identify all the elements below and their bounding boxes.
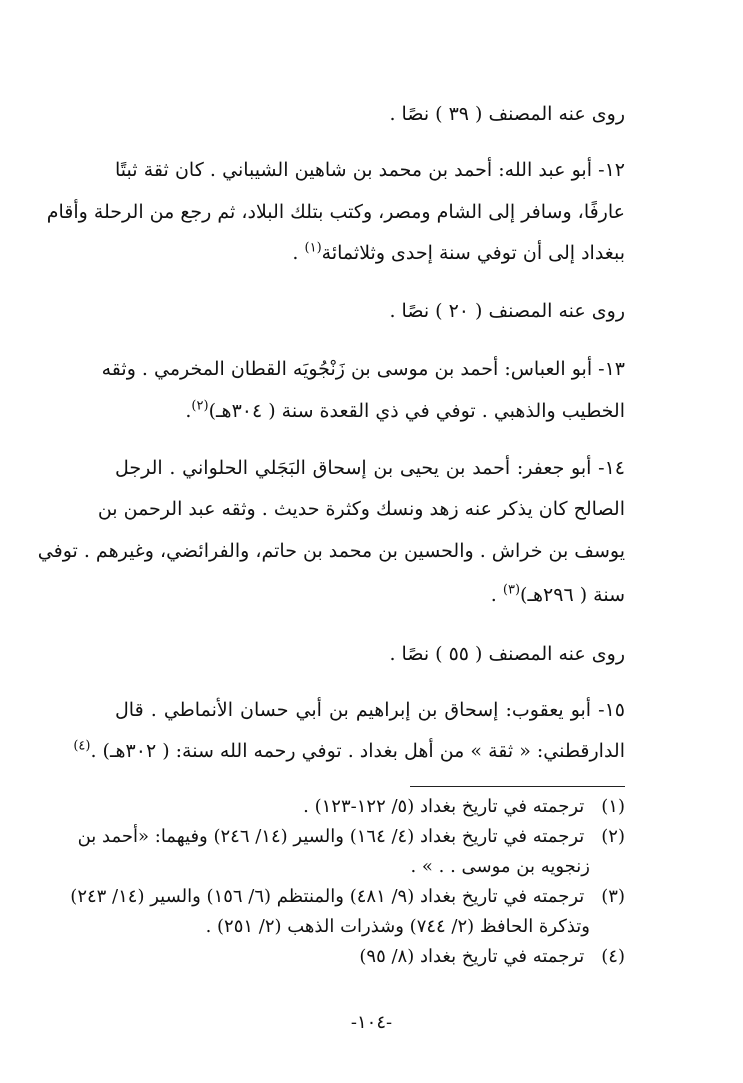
footnote-text: ترجمته في تاريخ بغداد (٤/ ١٦٤) والسير (١٤/ ٢٤٦) وفيهما: «أحمد بن — [77, 826, 585, 847]
footnote-ref-2: (٢) — [191, 398, 209, 414]
entry-14-text: سنة ( ٢٩٦هـ) — [520, 584, 625, 606]
narration-count-line: روى عنه المصنف ( ٥٥ ) نصًا . — [389, 643, 625, 665]
footnote-text: ترجمته في تاريخ بغداد (٥/ ١٢٢-١٢٣) . — [303, 796, 585, 817]
entry-14-end: . — [490, 584, 503, 606]
footnote-3-continued: وتذكرة الحافظ (٢/ ٧٤٤) وشذرات الذهب (٢/ ٢٥١) . — [205, 916, 590, 937]
entry-12-end: . — [292, 242, 305, 264]
footnote-ref-1: (١) — [304, 240, 322, 256]
footnote-text: ترجمته في تاريخ بغداد (٨/ ٩٥) — [359, 946, 585, 967]
narration-count-line: روى عنه المصنف ( ٢٠ ) نصًا . — [389, 300, 625, 322]
footnote-number: (٣) — [601, 886, 625, 907]
entry-13-text: الخطيب والذهبي . توفي في ذي القعدة سنة ( ٣٠٤هـ) — [208, 400, 625, 422]
entry-12-line-2: عارفًا، وسافر إلى الشام ومصر، وكتب بتلك البلاد، ثم رجع من الرحلة وأقام — [46, 201, 625, 223]
footnote-separator — [410, 786, 625, 787]
footnote-number: (٢) — [601, 826, 625, 847]
entry-15-line-2 — [73, 738, 625, 764]
entry-14-line-3: يوسف بن خراش . والحسين بن محمد بن حاتم، والفرائضي، وغيرهم . توفي — [37, 540, 625, 562]
narration-count-line: روى عنه المصنف ( ٣٩ ) نصًا . — [389, 103, 625, 125]
footnote-1 — [115, 793, 625, 821]
footnote-number: (٤) — [601, 946, 625, 967]
page-number: -١٠٤- — [350, 1012, 393, 1033]
entry-15-text: الدارقطني: « ثقة » من أهل بغداد . توفي رحمه الله سنة: ( ٣٠٢هـ) . — [90, 740, 625, 762]
entry-13-line-1: ١٣- أبو العباس: أحمد بن موسى بن زَنْجُويَه القطان المخرمي . وثقه — [101, 358, 625, 380]
footnote-ref-4: (٤) — [73, 738, 91, 754]
entry-14-line-2: الصالح كان يذكر عنه زهد ونسك وكثرة حديث . وثقه عبد الرحمن بن — [97, 498, 625, 520]
footnote-4 — [115, 943, 625, 971]
entry-13-end: . — [185, 400, 192, 422]
footnote-2 — [77, 823, 625, 851]
footnote-2-continued: زنجويه بن موسى . . » . — [410, 856, 590, 877]
entry-12-text: ببغداد إلى أن توفي سنة إحدى وثلاثمائة — [321, 242, 625, 264]
entry-13-line-2 — [115, 398, 625, 424]
footnote-3 — [70, 883, 625, 911]
entry-12-line-3 — [115, 240, 625, 266]
footnote-text: ترجمته في تاريخ بغداد (٩/ ٤٨١) والمنتظم (٦/ ١٥٦) والسير (١٤/ ٢٤٣) — [70, 886, 585, 907]
entry-15-line-1: ١٥- أبو يعقوب: إسحاق بن إبراهيم بن أبي حسان الأنماطي . قال — [115, 699, 625, 721]
entry-12-line-1: ١٢- أبو عبد الله: أحمد بن محمد بن شاهين الشيباني . كان ثقة ثبتًا — [115, 159, 625, 181]
footnote-ref-3: (٣) — [502, 582, 521, 598]
entry-14-line-1: ١٤- أبو جعفر: أحمد بن يحيى بن إسحاق البَجَلي الحلواني . الرجل — [115, 457, 625, 479]
entry-14-line-4 — [115, 582, 625, 608]
footnote-number: (١) — [601, 796, 625, 817]
